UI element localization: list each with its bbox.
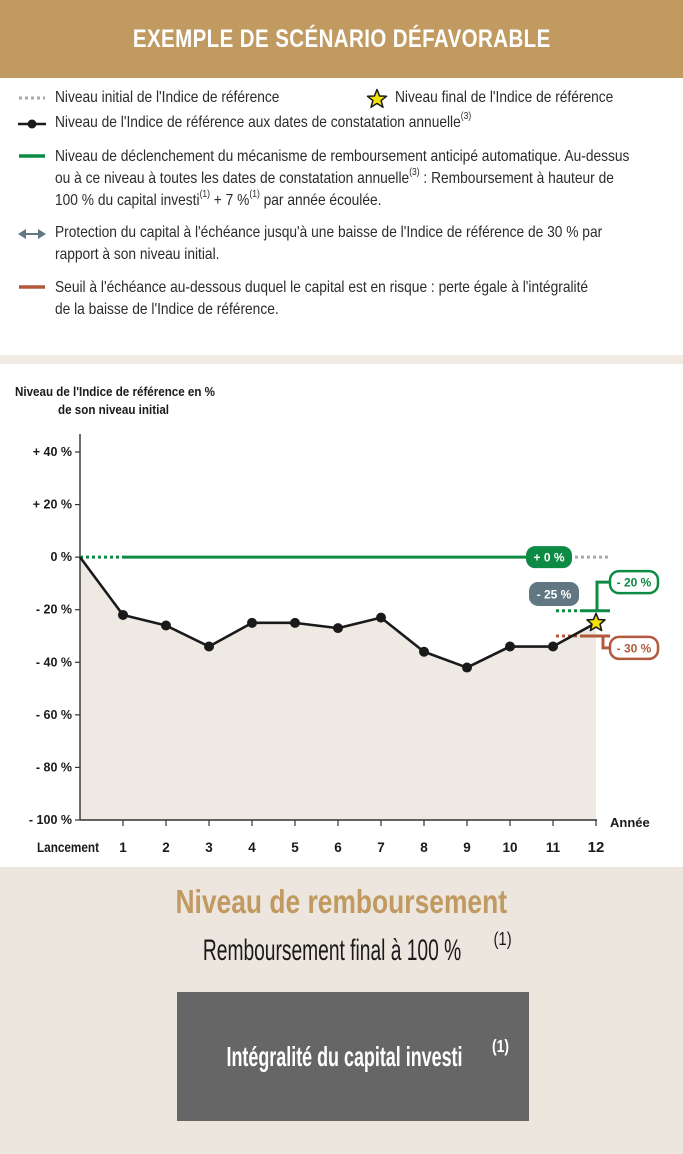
x-tick-label: 3 [205,840,213,855]
y-tick-label: - 60 % [35,707,72,722]
y-tick-label: 0 % [50,550,72,565]
data-point [290,618,300,628]
x-tick-label: 9 [463,840,471,855]
y-axis-title-line2: de son niveau initial [58,402,169,417]
minus20-badge-label: - 20 % [616,575,652,590]
legend-initial-level: Niveau initial de l'Indice de référence [55,89,280,106]
legend-trigger-line2: ou à ce niveau à toutes les dates de constatation annuelle$^{(3)}$ : Remboursement à hauteur de [55,166,614,187]
legend-trigger-line3: 100 % du capital investi$^{(1)}$ + 7 %$^{(1)}$ par année écoulée. [55,188,382,209]
minus20-connector [597,582,610,611]
header-banner [0,0,683,78]
capital-box-text: Intégralité du capital investi $^{(1)}$ [226,1035,510,1072]
data-point [376,613,386,623]
minus30-badge-label: - 30 % [616,641,652,656]
x-tick-label: 12 [587,839,605,856]
chart-svg [0,364,683,867]
legend-trigger-line1: Niveau de déclenchement du mécanisme de remboursement anticipé automatique. Au-dessus [55,148,630,165]
double-arrow-icon [17,228,47,240]
trigger-badge-label: + 0 % [533,550,565,565]
y-tick-label: - 20 % [35,602,72,617]
data-point [161,620,171,630]
data-point [204,642,214,652]
x-tick-label: 7 [377,840,385,855]
x-tick-label: 11 [545,840,561,855]
data-point [462,663,472,673]
data-point [548,642,558,652]
data-point [118,610,128,620]
separator-band [0,355,683,364]
legend-final-level: Niveau final de l'Indice de référence [395,89,614,106]
y-tick-label: - 40 % [35,655,72,670]
data-point [333,623,343,633]
y-tick-label: - 80 % [35,760,72,775]
x-tick-label: 2 [162,840,170,855]
legend-risk-line1: Seuil à l'échéance au-dessous duquel le capital est en risque : perte égale à l'intégralité [55,279,589,296]
page-title: EXEMPLE DE SCÉNARIO DÉFAVORABLE [132,24,551,53]
legend-protection-line1: Protection du capital à l'échéance jusqu'à une baisse de l'Indice de référence de 30 % par [55,224,603,241]
dotted-line-symbol [18,94,46,102]
reimbursement-panel [0,867,683,1154]
x-tick-label: Lancement [37,840,100,855]
x-tick-label: 4 [248,840,256,855]
line-dot-symbol [17,118,47,130]
y-tick-label: + 40 % [32,445,72,459]
legend-protection-line2: rapport à son niveau initial. [55,246,220,263]
y-tick-label: - 100 % [28,813,72,827]
x-tick-label: 8 [420,840,428,855]
legend [0,78,683,353]
chart-area [0,364,683,867]
legend-annual-level: Niveau de l'Indice de référence aux dates de constatation annuelle$^{(3)}$ [55,110,472,131]
area-fill [80,557,596,820]
final-value-badge-label: - 25 % [536,587,572,602]
x-axis-title: Année [610,815,650,830]
x-tick-label: 6 [334,840,342,855]
data-point [505,642,515,652]
legend-risk-line2: de la baisse de l'Indice de référence. [55,301,279,318]
x-tick-label: 5 [291,840,299,855]
data-point [419,647,429,657]
green-line-symbol [18,153,46,159]
star-icon [366,88,388,109]
data-point [247,618,257,628]
capital-box [177,992,529,1121]
x-tick-label: 10 [502,840,518,855]
x-tick-label: 1 [119,840,127,855]
reimbursement-title: Niveau de remboursement [175,883,508,920]
y-axis-title-line1: Niveau de l'Indice de référence en % [15,384,216,399]
y-tick-label: + 20 % [32,497,72,512]
reimbursement-final-text: Remboursement final à 100 % $^{(1)}$ [203,928,513,967]
brown-line-symbol [18,284,46,290]
